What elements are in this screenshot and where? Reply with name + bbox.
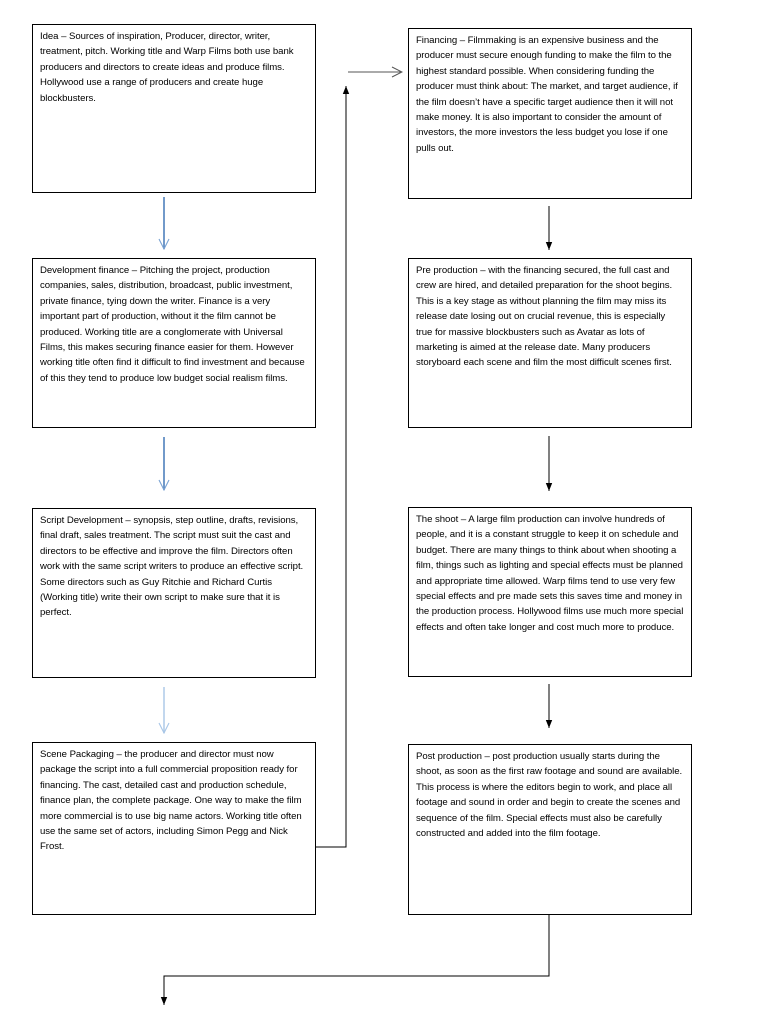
box-idea-text: Idea – Sources of inspiration, Producer, director, writer, treatment, pitch. Working title and Warp Films both use bank producers and directors to create ideas and produce films. Hollywood use a range of producers and create huge blockbusters. — [40, 31, 294, 104]
box-script-development-text: Script Development – synopsis, step outline, drafts, revisions, final draft, sales treatment. The script must suit the cast and directors to be effective and improve the film. Directors often work with the same script writers to produce an effective script. Some directors such as Guy Ritchie and Richard Curtis (Working title) write their own script to make sure that it is perfect. — [40, 515, 304, 619]
connector-postproduction-to-end — [164, 915, 549, 1005]
box-scene-packaging — [32, 742, 316, 915]
box-post-production-text: Post production – post production usually starts during the shoot, as soon as the first raw footage and sound are available. This process is where the editors begin to work, and place all footage and sound in order and begin to create the scenes and sequence of the film. Special effects must also be carefully constructed and added into the film footage. — [416, 751, 683, 840]
box-the-shoot — [408, 507, 692, 677]
box-pre-production — [408, 258, 692, 428]
box-financing-text: Financing – Filmmaking is an expensive business and the producer must secure enough funding to make the film to the highest standard possible. When considering funding the producer must think about: The market, and target audience, if the film doesn’t have a specific target audience then it will not make money. It is also important to consider the amount of investors, the more investors the less budget you lose if one pulls out. — [416, 35, 678, 154]
box-idea — [32, 24, 316, 193]
box-pre-production-text: Pre production – with the financing secured, the full cast and crew are hired, and detailed preparation for the shoot begins. This is a key stage as without planning the film may miss its release date losing out on crucial revenue, this is especially true for massive blockbusters such as Avatar as lots of marketing is aimed at the release date. Many producers storyboard each scene and film the most difficult scenes first. — [416, 265, 673, 369]
box-script-development — [32, 508, 316, 678]
box-development-finance-text: Development finance – Pitching the project, production companies, sales, distribution, broadcast, public investment, private finance, tying down the writer. Finance is a very important part of production, without it the film cannot be produced. Working title are a conglomerate with Universal Films, this makes securing finance easier for them. However working title often find it difficult to find investment and because of this they tend to produce low budget social realism films. — [40, 265, 305, 384]
box-development-finance — [32, 258, 316, 428]
box-financing — [408, 28, 692, 199]
box-the-shoot-text: The shoot – A large film production can involve hundreds of people, and it is a constant struggle to keep it on schedule and budget. There are many things to think about when shooting a film, things such as lighting and special effects must be planned and appropriate time allowed. Warp films tend to use very few special effects and pre made sets this saves time and money in the production process. Hollywood films use much more special effects and often take longer and cost much more to produce. — [416, 514, 684, 633]
box-post-production — [408, 744, 692, 915]
box-scene-packaging-text: Scene Packaging – the producer and director must now package the script into a full commercial proposition ready for financing. The cast, detailed cast and production schedule, finance plan, the complete package. One way to make the film more commercial is to use big name actors. Working title often use the same set of actors, including Simon Pegg and Nick Frost. — [40, 749, 302, 853]
connector-scene-to-financing — [316, 86, 346, 847]
